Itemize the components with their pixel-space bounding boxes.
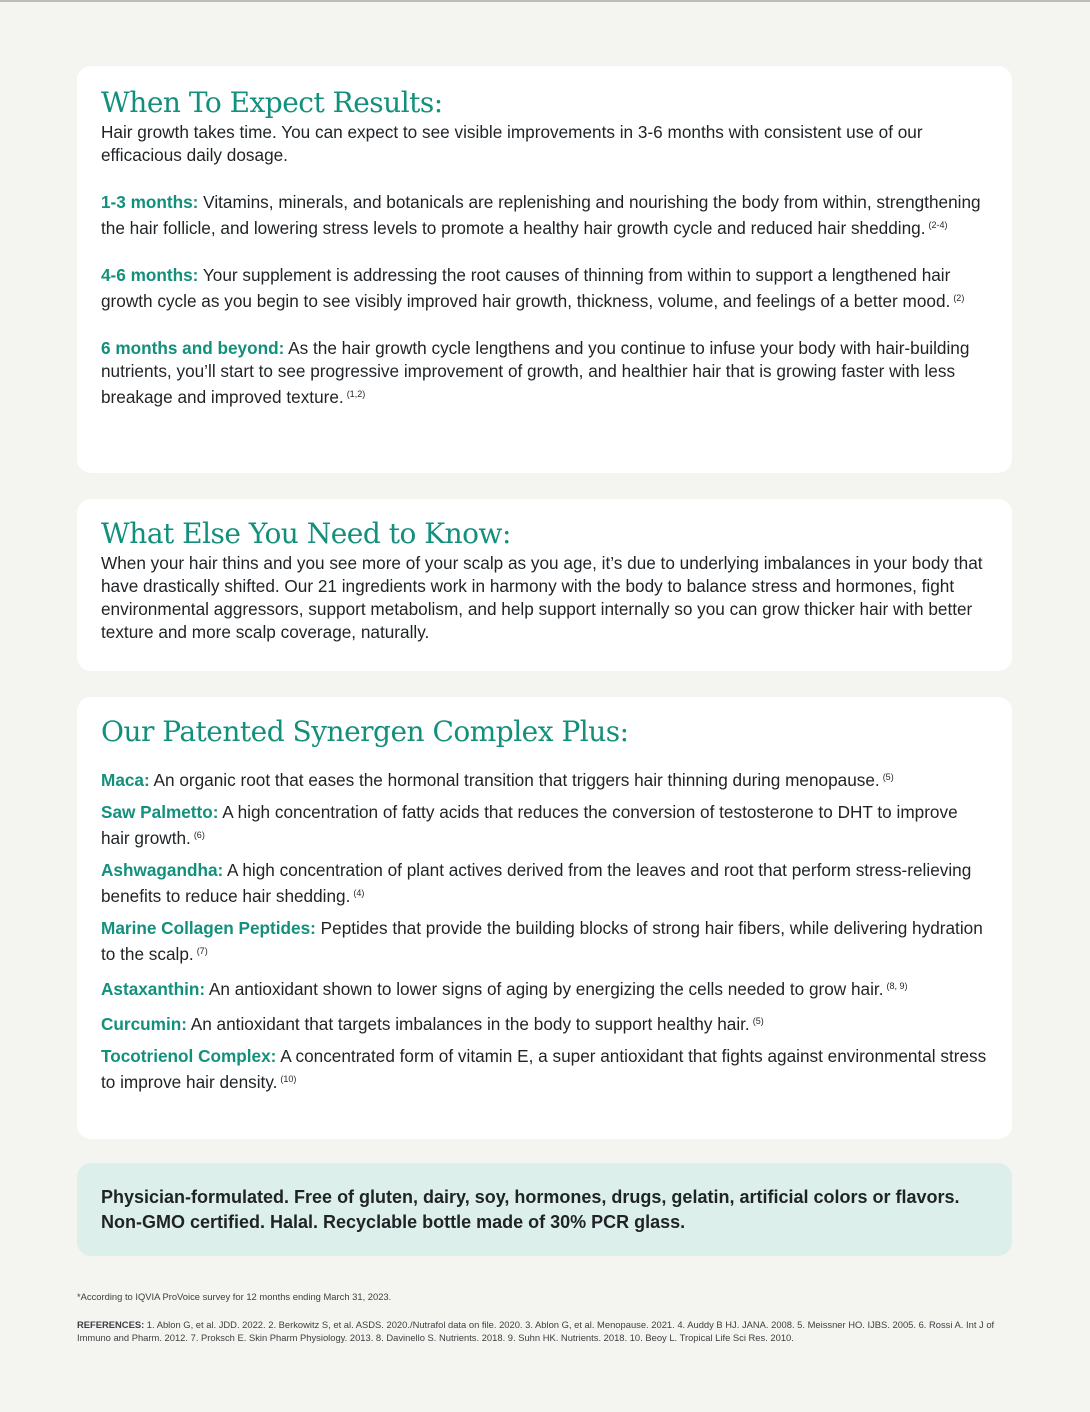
ingredient-text: An antioxidant that targets imbalances in the body to support healthy hair. [186, 1014, 750, 1034]
ingredient-ref: (7) [196, 946, 208, 956]
stage-6-months-beyond [101, 337, 988, 409]
stage-label: 1-3 months: [101, 192, 199, 212]
stage-label: 6 months and beyond: [101, 338, 285, 358]
references-label: REFERENCES: [77, 1319, 145, 1330]
ingredient-ref: (8, 9) [886, 981, 908, 991]
know-card [77, 499, 1012, 671]
ingredient-name: Tocotrienol Complex: [101, 1046, 277, 1066]
ingredient-ashwagandha [101, 859, 988, 908]
ingredient-text: A concentrated form of vitamin E, a super antioxidant that fights against environmental stress to improve hair density. [101, 1046, 987, 1092]
ingredient-text: Peptides that provide the building blocks of strong hair fibers, while delivering hydration to the scalp. [101, 918, 983, 964]
ingredient-name: Maca: [101, 770, 150, 790]
stage-text: Your supplement is addressing the root causes of thinning from within to support a lengthened hair growth cycle as you begin to see visibly improved hair growth, thickness, volume, and feelings of a better mood. [101, 265, 951, 311]
stage-ref: (2-4) [928, 220, 948, 230]
claims-banner [77, 1163, 1012, 1256]
stage-text: Vitamins, minerals, and botanicals are replenishing and nourishing the body from within, strengthening the hair follicle, and lowering stress levels to promote a healthy hair growth cycle and reduced hair shedding. [101, 192, 981, 238]
footnote: *According to IQVIA ProVoice survey for 12 months ending March 31, 2023. [77, 1291, 392, 1302]
stage-4-6-months [101, 264, 988, 313]
ingredient-text: An antioxidant shown to lower signs of aging by energizing the cells needed to grow hair. [205, 979, 884, 999]
ingredient-name: Curcumin: [101, 1014, 187, 1034]
stage-text: As the hair growth cycle lengthens and you continue to infuse your body with hair-building nutrients, you’ll start to see progressive improvement of growth, and healthier hair that is growing faster with less breakage and improved texture. [101, 338, 970, 407]
ingredient-name: Ashwagandha: [101, 860, 224, 880]
results-card [77, 66, 1012, 473]
ingredient-ref: (4) [353, 888, 365, 898]
complex-title: Our Patented Synergen Complex Plus: [101, 715, 629, 748]
ingredient-marine-collagen [101, 917, 988, 966]
stage-1-3-months [101, 191, 988, 240]
ingredient-astaxanthin [101, 975, 988, 1001]
ingredient-saw-palmetto [101, 801, 988, 850]
results-title: When To Expect Results: [101, 86, 443, 119]
ingredient-list [101, 766, 988, 1094]
results-intro: Hair growth takes time. You can expect to see visible improvements in 3-6 months with consistent use of our efficacious daily dosage. [101, 122, 923, 165]
claims-text: Physician-formulated. Free of gluten, dairy, soy, hormones, drugs, gelatin, artificial colors or flavors. Non-GMO certified. Halal. Recyclable bottle made of 30% PCR glass. [101, 1187, 960, 1232]
references [77, 1318, 1012, 1344]
ingredient-ref: (5) [752, 1016, 764, 1026]
ingredient-text: A high concentration of plant actives derived from the leaves and root that perform stress-relieving benefits to reduce hair shedding. [101, 860, 972, 906]
ingredient-curcumin [101, 1010, 988, 1036]
ingredient-ref: (6) [193, 830, 205, 840]
ingredient-name: Marine Collagen Peptides: [101, 918, 316, 938]
ingredient-text: An organic root that eases the hormonal transition that triggers hair thinning during menopause. [149, 770, 880, 790]
ingredient-ref: (10) [280, 1074, 297, 1084]
ingredient-tocotrienol [101, 1045, 988, 1094]
stage-ref: (2) [953, 293, 965, 303]
ingredient-maca [101, 766, 988, 792]
know-title: What Else You Need to Know: [101, 517, 511, 550]
know-text: When your hair thins and you see more of your scalp as you age, it’s due to underlying imbalances in your body that have drastically shifted. Our 21 ingredients work in harmony with the body to balance stress and hormones, fight environmental aggressors, support metabolism, and help support internally so you can grow thicker hair with better texture and more scalp coverage, naturally. [101, 553, 983, 642]
complex-card [77, 697, 1012, 1139]
ingredient-name: Astaxanthin: [101, 979, 206, 999]
ingredient-name: Saw Palmetto: [101, 802, 219, 822]
stage-ref: (1,2) [346, 389, 366, 399]
stage-label: 4-6 months: [101, 265, 199, 285]
ingredient-text: A high concentration of fatty acids that reduces the conversion of testosterone to DHT to improve hair growth. [101, 802, 958, 848]
ingredient-ref: (5) [882, 772, 894, 782]
references-text: 1. Ablon G, et al. JDD. 2022. 2. Berkowitz S, et al. ASDS. 2020./Nutrafol data on file. 2020. 3. Ablon G, et al. Menopause. 2021. 4. Auddy B HJ. JANA. 2008. 5. Meissner HO. IJBS. 2005. 6. Rossi A. Int J of Immuno and Pharm. 2012. 7. Proksch E. Skin Pharm Physiology. 2013. 8. Davinello S. Nutrients. 2018. 9. Suhn HK. Nutrients. 2018. 10. Beoy L. Tropical Life Sci Res. 2010. [77, 1319, 995, 1343]
